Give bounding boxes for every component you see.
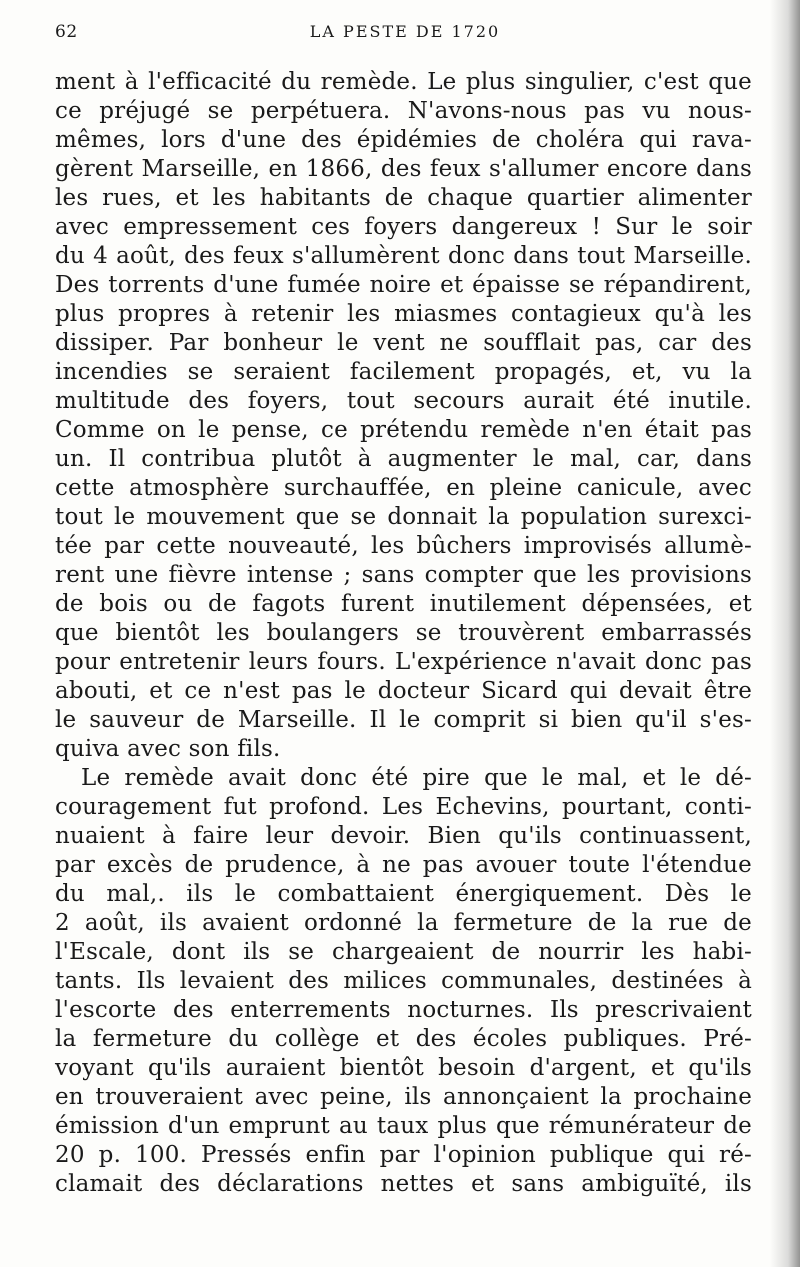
- text-line: les rues, et les habitants de chaque quartier alimenter: [55, 185, 752, 211]
- text-line: dissiper. Par bonheur le vent ne soufflait pas, car des: [55, 330, 752, 356]
- text-line: du mal,. ils le combattaient énergiquement. Dès le: [55, 881, 752, 907]
- text-line: que bientôt les boulangers se trouvèrent embarrassés: [55, 620, 752, 646]
- text-line: gèrent Marseille, en 1866, des feux s'allumer encore dans: [55, 156, 752, 182]
- paragraph-end-line: quiva avec son fils.: [55, 736, 281, 762]
- text-line: 20 p. 100. Pressés enfin par l'opinion publique qui ré-: [55, 1142, 752, 1168]
- body-text: [55, 68, 752, 1199]
- text-line: plus propres à retenir les miasmes contagieux qu'à les: [55, 301, 752, 327]
- text-line: Comme on le pense, ce prétendu remède n'en était pas: [55, 417, 752, 443]
- text-line: en trouveraient avec peine, ils annonçaient la prochaine: [55, 1084, 752, 1110]
- text-line: clamait des déclarations nettes et sans ambiguïté, ils: [55, 1171, 752, 1197]
- text-line: un. Il contribua plutôt à augmenter le mal, car, dans: [55, 446, 752, 472]
- text-line: l'escorte des enterrements nocturnes. Ils prescrivaient: [55, 997, 752, 1023]
- page-number: 62: [55, 22, 78, 42]
- running-title: LA PESTE DE 1720: [309, 22, 501, 41]
- text-line: pour entretenir leurs fours. L'expérience n'avait donc pas: [55, 649, 752, 675]
- text-line: incendies se seraient facilement propagés, et, vu la: [55, 359, 752, 385]
- text-line: tée par cette nouveauté, les bûchers improvisés allumè-: [55, 533, 752, 559]
- text-line: abouti, et ce n'est pas le docteur Sicard qui devait être: [55, 678, 752, 704]
- text-line: tants. Ils levaient des milices communales, destinées à: [55, 968, 752, 994]
- text-line: ment à l'efficacité du remède. Le plus singulier, c'est que: [55, 69, 752, 95]
- text-line: Des torrents d'une fumée noire et épaisse se répandirent,: [55, 272, 752, 298]
- text-line: par excès de prudence, à ne pas avouer toute l'étendue: [55, 852, 752, 878]
- paragraph-start-line: Le remède avait donc été pire que le mal, et le dé-: [81, 765, 752, 791]
- text-line: le sauveur de Marseille. Il le comprit si bien qu'il s'es-: [55, 707, 752, 733]
- text-line: émission d'un emprunt au taux plus que rémunérateur de: [55, 1113, 752, 1139]
- text-line: l'Escale, dont ils se chargeaient de nourrir les habi-: [55, 939, 752, 965]
- text-line: couragement fut profond. Les Echevins, pourtant, conti-: [55, 794, 752, 820]
- text-line: multitude des foyers, tout secours aurait été inutile.: [55, 388, 752, 414]
- text-line: ce préjugé se perpétuera. N'avons-nous pas vu nous-: [55, 98, 752, 124]
- text-line: cette atmosphère surchauffée, en pleine canicule, avec: [55, 475, 752, 501]
- text-line: du 4 août, des feux s'allumèrent donc dans tout Marseille.: [55, 243, 752, 269]
- text-line: mêmes, lors d'une des épidémies de choléra qui rava-: [55, 127, 752, 153]
- page-header: [55, 22, 755, 52]
- text-line: voyant qu'ils auraient bientôt besoin d'argent, et qu'ils: [55, 1055, 752, 1081]
- text-line: rent une fièvre intense ; sans compter que les provisions: [55, 562, 752, 588]
- text-line: nuaient à faire leur devoir. Bien qu'ils continuassent,: [55, 823, 752, 849]
- text-line: 2 août, ils avaient ordonné la fermeture de la rue de: [55, 910, 752, 936]
- text-line: la fermeture du collège et des écoles publiques. Pré-: [55, 1026, 752, 1052]
- page-edge-shadow: [770, 0, 800, 1267]
- text-line: de bois ou de fagots furent inutilement dépensées, et: [55, 591, 752, 617]
- text-line: tout le mouvement que se donnait la population surexci-: [55, 504, 752, 530]
- text-line: avec empressement ces foyers dangereux ! Sur le soir: [55, 214, 752, 240]
